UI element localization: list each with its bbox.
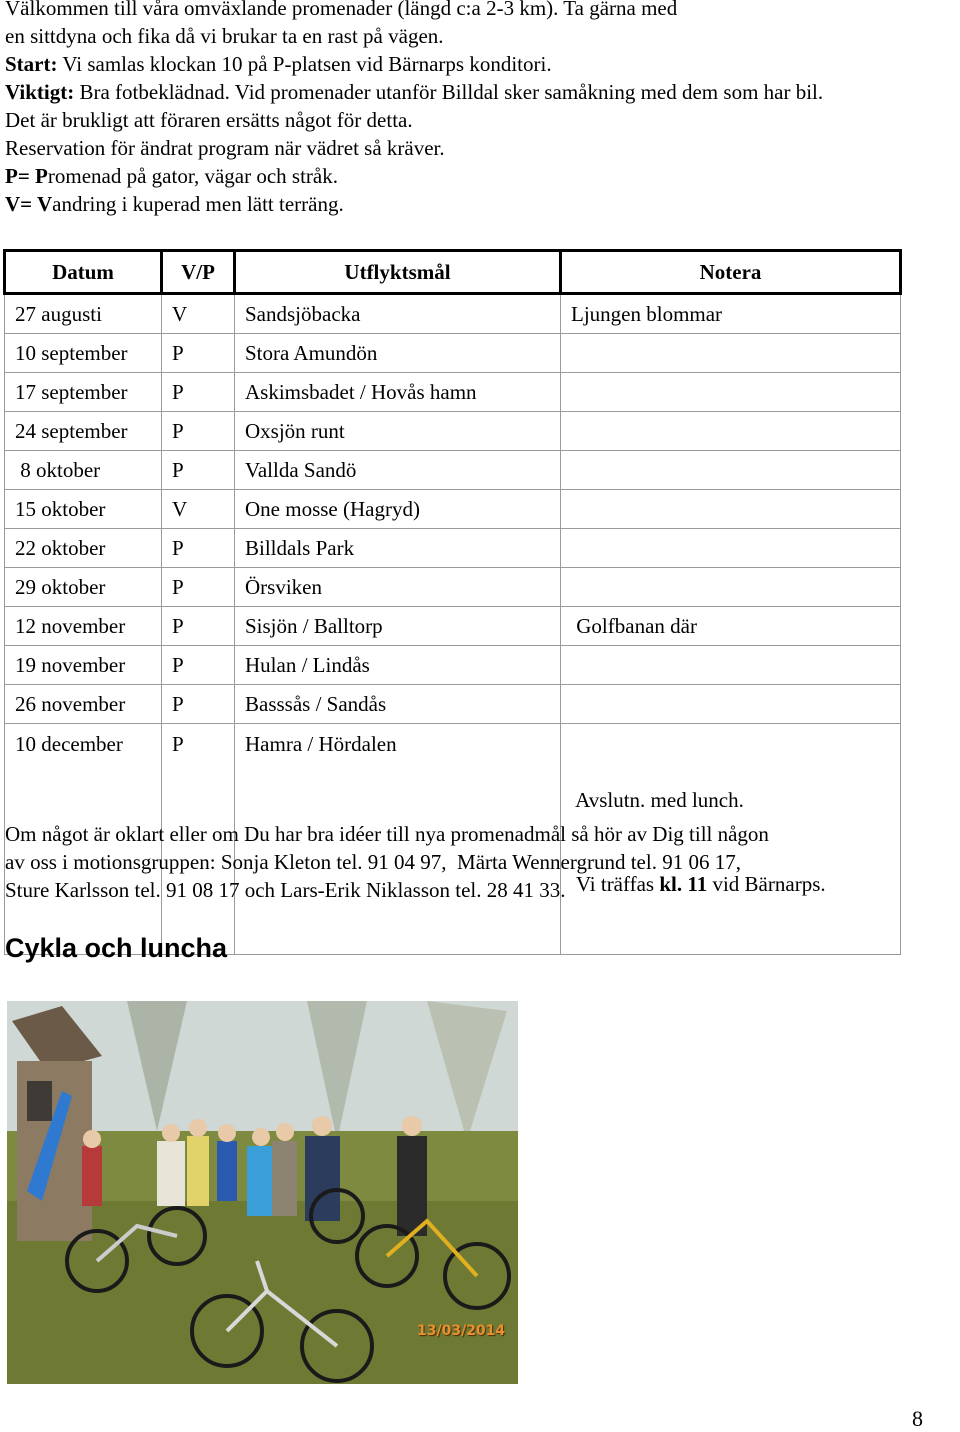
photo-date-stamp: 13/03/2014 (417, 1323, 506, 1339)
cell-date: 10 september (5, 334, 162, 373)
cell-note (561, 685, 901, 724)
cell-type: P (162, 451, 235, 490)
legend-p (5, 162, 955, 190)
important-label: Viktigt: (5, 80, 75, 104)
cell-destination: Askimsbadet / Hovås hamn (235, 373, 561, 412)
cell-destination: Vallda Sandö (235, 451, 561, 490)
table-row (5, 685, 901, 724)
table-row (5, 646, 901, 685)
note-place: vid Bärnarps. (707, 872, 826, 896)
cell-note: Golfbanan där (561, 607, 901, 646)
header-note: Notera (561, 251, 901, 294)
page-number: 8 (912, 1406, 923, 1431)
note-time: kl. 11 (659, 872, 708, 896)
intro-text (5, 0, 955, 218)
contact-line-3: Sture Karlsson tel. 91 08 17 och Lars-Erik Niklasson tel. 28 41 33. (5, 878, 566, 902)
cell-note (561, 373, 901, 412)
table-row (5, 294, 901, 334)
legend-p-text: romenad på gator, vägar och stråk. (47, 164, 338, 188)
cell-date: 10 december (5, 724, 162, 955)
cell-destination: Basssås / Sandås (235, 685, 561, 724)
note-meet-text: Vi träffas (571, 872, 660, 896)
cell-date: 17 september (5, 373, 162, 412)
cell-destination: Oxsjön runt (235, 412, 561, 451)
cell-type: P (162, 724, 235, 955)
cell-note (561, 334, 901, 373)
legend-v (5, 190, 955, 218)
legend-v-text: andring i kuperad men lätt terräng. (52, 192, 344, 216)
table-row (5, 451, 901, 490)
section-title: Cykla och luncha (5, 933, 228, 963)
table-row (5, 529, 901, 568)
cell-type: P (162, 529, 235, 568)
cell-destination: Sandsjöbacka (235, 294, 561, 334)
table-row (5, 568, 901, 607)
cell-note: Ljungen blommar (561, 294, 901, 334)
legend-v-label: V= V (5, 192, 53, 216)
cell-date: 24 september (5, 412, 162, 451)
table-row (5, 607, 901, 646)
note-line-1: Avslutn. med lunch. (571, 788, 744, 812)
cell-type: P (162, 334, 235, 373)
table-header-row (5, 251, 901, 294)
cell-note (561, 529, 901, 568)
legend-p-label: P= P (5, 164, 48, 188)
cell-date: 22 oktober (5, 529, 162, 568)
cell-type: P (162, 607, 235, 646)
cell-destination: Örsviken (235, 568, 561, 607)
table-row (5, 373, 901, 412)
cell-destination: Stora Amundön (235, 334, 561, 373)
group-photo (7, 1001, 518, 1384)
intro-important (5, 78, 955, 106)
cell-note (561, 412, 901, 451)
intro-start (5, 50, 955, 78)
header-destination: Utflyktsmål (235, 251, 561, 294)
cell-type: V (162, 490, 235, 529)
cell-date: 19 november (5, 646, 162, 685)
cell-type: V (162, 294, 235, 334)
cell-type: P (162, 646, 235, 685)
cell-date: 29 oktober (5, 568, 162, 607)
start-label: Start: (5, 52, 58, 76)
header-date: Datum (5, 251, 162, 294)
cell-note (561, 451, 901, 490)
cell-date: 26 november (5, 685, 162, 724)
cell-destination: Hulan / Lindås (235, 646, 561, 685)
header-type: V/P (162, 251, 235, 294)
cell-type: P (162, 412, 235, 451)
cell-date: 15 oktober (5, 490, 162, 529)
table-row (5, 412, 901, 451)
cell-date: 8 oktober (5, 451, 162, 490)
table-row (5, 334, 901, 373)
intro-line-1: Välkommen till våra omväxlande promenader (längd c:a 2-3 km). Ta gärna med (5, 0, 678, 20)
cell-date: 12 november (5, 607, 162, 646)
important-text: Bra fotbeklädnad. Vid promenader utanför Billdal sker samåkning med dem som har bil. (74, 80, 824, 104)
cell-destination: One mosse (Hagryd) (235, 490, 561, 529)
cell-destination: Hamra / Hördalen (235, 724, 561, 955)
cell-note (561, 490, 901, 529)
cell-note (561, 646, 901, 685)
cell-note (561, 568, 901, 607)
start-text: Vi samlas klockan 10 på P-platsen vid Bärnarps konditori. (57, 52, 552, 76)
contact-info (5, 820, 945, 904)
cell-destination: Billdals Park (235, 529, 561, 568)
cell-type: P (162, 685, 235, 724)
intro-line-2: en sittdyna och fika då vi brukar ta en rast på vägen. (5, 24, 444, 48)
contact-line-2: av oss i motionsgruppen: Sonja Kleton tel. 91 04 97, Märta Wennergrund tel. 91 06 17, (5, 850, 741, 874)
cell-type: P (162, 568, 235, 607)
cell-date: 27 augusti (5, 294, 162, 334)
intro-line-6: Reservation för ändrat program när vädret så kräver. (5, 136, 445, 160)
table-row (5, 490, 901, 529)
contact-line-1: Om något är oklart eller om Du har bra idéer till nya promenadmål så hör av Dig till någon (5, 822, 769, 846)
cell-destination: Sisjön / Balltorp (235, 607, 561, 646)
intro-line-5: Det är brukligt att föraren ersätts något för detta. (5, 108, 413, 132)
cell-type: P (162, 373, 235, 412)
